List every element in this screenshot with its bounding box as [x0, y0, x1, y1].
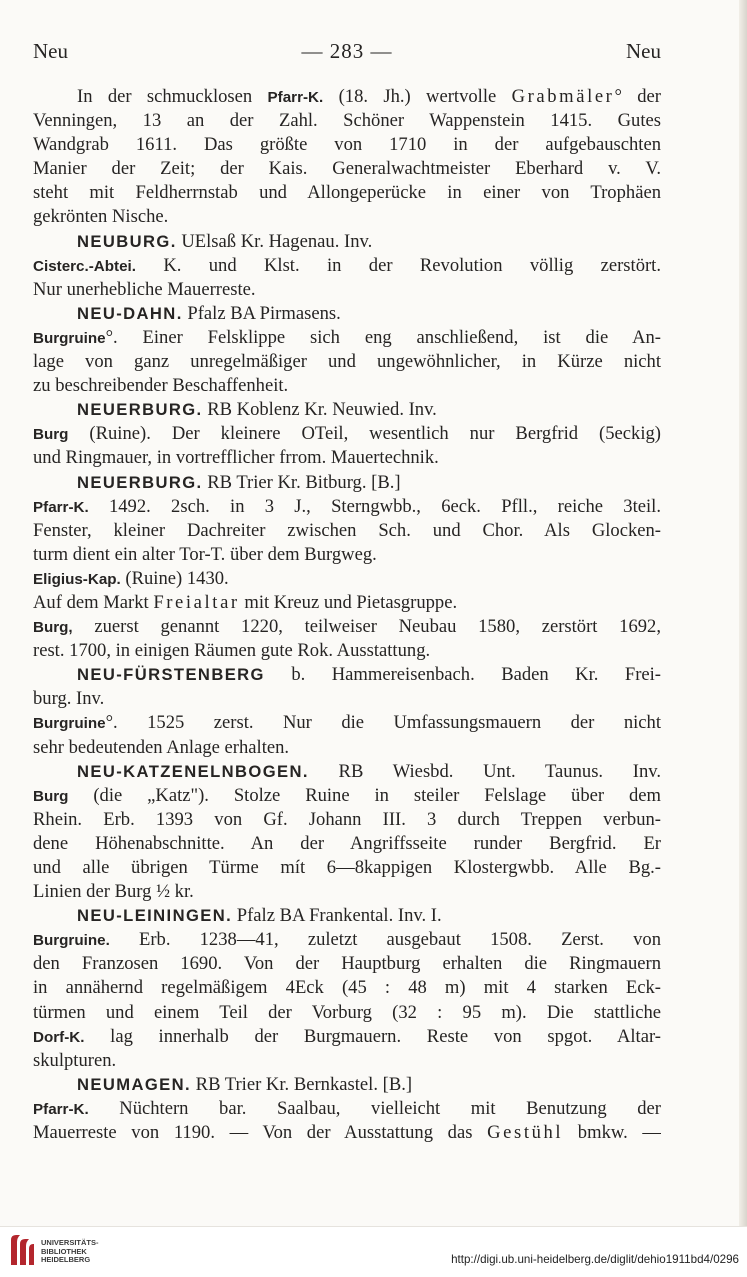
- text-line: burg. Inv.: [33, 688, 105, 710]
- text-line: Burgruine°. 1525 zerst. Nur die Umfassungsmauern der nicht: [33, 712, 661, 734]
- text-line: und alle übrigen Türme mít 6—8kappigen Klostergwbb. Alle Bg.-: [33, 857, 661, 878]
- place-name: NEUERBURG.: [77, 400, 203, 420]
- entry-heading: Burg: [33, 787, 69, 805]
- library-logo-icon[interactable]: [8, 1232, 36, 1268]
- spaced-term: Gestühl: [487, 1122, 564, 1144]
- text-line: Burgruine°. Einer Felsklippe sich eng anschließend, ist die An-: [33, 326, 661, 348]
- place-entry: NEUERBURG. RB Koblenz Kr. Neuwied. Inv.: [77, 399, 437, 421]
- place-name: NEU-LEININGEN.: [77, 906, 233, 926]
- entry-heading: Burgruine.: [33, 932, 110, 950]
- text-line: türmen und einem Teil der Vorburg (32 : 95 m). Die stattliche: [33, 1001, 661, 1023]
- text-line: dene Höhenabschnitte. An der Angriffsseite runder Bergfrid. Er: [33, 832, 661, 854]
- place-entry: NEU-FÜRSTENBERG b. Hammereisenbach. Baden Kr. Frei-: [77, 664, 661, 686]
- page-edge-shadow: [739, 0, 747, 1226]
- text-line: Nur unerhebliche Mauerreste.: [33, 278, 256, 300]
- text-line: lage von ganz unregelmäßiger und ungewöhnlicher, in Kürze nicht: [33, 351, 661, 373]
- place-entry: NEU-KATZENELNBOGEN. RB Wiesbd. Unt. Taunus. Inv.: [77, 760, 661, 782]
- entry-heading: Pfarr-K.: [33, 498, 89, 516]
- text-line: Dorf-K. lag innerhalb der Burgmauern. Reste von spgot. Altar-: [33, 1025, 661, 1047]
- place-name: NEU-DAHN.: [77, 303, 183, 323]
- text-line: Burg, zuerst genannt 1220, teilweiser Neubau 1580, zerstört 1692,: [33, 616, 661, 638]
- place-entry: NEUBURG. UElsaß Kr. Hagenau. Inv.: [77, 230, 373, 252]
- place-name: NEUERBURG.: [77, 472, 203, 492]
- text-line: Pfarr-K. 1492. 2sch. in 3 J., Sterngwbb., 6eck. Pfll., reiche 3teil.: [33, 495, 661, 517]
- footer-bar: [0, 1226, 747, 1277]
- text-line: gekrönten Nische.: [33, 206, 169, 228]
- entry-heading: Dorf-K.: [33, 1028, 85, 1046]
- text-line: Rhein. Erb. 1393 von Gf. Johann III. 3 durch Treppen verbun-: [33, 808, 661, 830]
- text-line: Linien der Burg ½ kr.: [33, 881, 194, 903]
- running-head: [33, 36, 661, 66]
- place-name: NEU-FÜRSTENBERG: [77, 665, 265, 685]
- running-head-left: Neu: [33, 39, 68, 63]
- text-line: sehr bedeutenden Anlage erhalten.: [33, 736, 290, 758]
- page-number: — 283 —: [301, 39, 393, 63]
- entry-heading: Eligius-Kap.: [33, 570, 121, 588]
- running-head-right: Neu: [626, 39, 661, 63]
- text-line: Wandgrab 1611. Das größte von 1710 in der aufgebauschten: [33, 134, 661, 156]
- place-entry: NEU-LEININGEN. Pfalz BA Frankental. Inv. I.: [77, 905, 442, 927]
- text-line: Burg (die „Katz"). Stolze Ruine in steiler Felslage über dem: [33, 784, 661, 806]
- place-name: NEU-KATZENELNBOGEN.: [77, 761, 309, 781]
- text-line: steht mit Feldherrnstab und Allongeperücke in einer von Trophäen: [33, 182, 661, 204]
- text-line: in annähernd regelmäßigem 4Eck (45 : 48 m) mit 4 starken Eck-: [33, 977, 661, 999]
- place-name: NEUMAGEN.: [77, 1074, 192, 1094]
- text-line: und Ringmauer, in vortrefflicher frrom. Mauertechnik.: [33, 447, 439, 469]
- entry-heading: Burgruine: [33, 329, 106, 347]
- entry-heading: Pfarr-K.: [33, 1100, 89, 1118]
- text-line: Cisterc.-Abtei. K. und Klst. in der Revolution völlig zerstört.: [33, 254, 661, 276]
- text-line: Pfarr-K. Nüchtern bar. Saalbau, vielleicht mit Benutzung der: [33, 1097, 661, 1119]
- text-line: Burgruine. Erb. 1238—41, zuletzt ausgebaut 1508. Zerst. von: [33, 929, 661, 951]
- body-text: [33, 85, 661, 1145]
- text-line: den Franzosen 1690. Von der Hauptburg erhalten die Ringmauern: [33, 953, 661, 975]
- place-entry: NEUMAGEN. RB Trier Kr. Bernkastel. [B.]: [77, 1073, 413, 1095]
- library-logo-text[interactable]: UNIVERSITÄTS- BIBLIOTHEK HEIDELBERG: [41, 1238, 99, 1265]
- place-entry: NEUERBURG. RB Trier Kr. Bitburg. [B.]: [77, 471, 401, 493]
- text-line: In der schmucklosen Pfarr-K. (18. Jh.) wertvolle Grabmäler° der: [77, 86, 661, 107]
- text-line: Venningen, 13 an der Zahl. Schöner Wappenstein 1415. Gutes: [33, 110, 661, 132]
- entry-heading: Burgruine: [33, 715, 106, 733]
- text-line: Fenster, kleiner Dachreiter zwischen Sch. und Chor. Als Glocken-: [33, 519, 661, 541]
- text-line: Manier der Zeit; der Kais. Generalwachtmeister Eberhard v. V.: [33, 158, 661, 180]
- entry-heading: Pfarr-K.: [267, 89, 324, 106]
- text-line: rest. 1700, in einigen Räumen gute Rok. Ausstattung.: [33, 640, 431, 662]
- entry-heading: Cisterc.-Abtei.: [33, 257, 136, 275]
- place-name: NEUBURG.: [77, 231, 177, 251]
- text-line: turm dient ein alter Tor-T. über dem Burgweg.: [33, 543, 377, 565]
- spaced-term: Freialtar: [153, 591, 240, 613]
- text-line: Burg (Ruine). Der kleinere OTeil, wesentlich nur Bergfrid (5eckig): [33, 423, 661, 445]
- entry-heading: Burg,: [33, 619, 73, 637]
- text-line: skulpturen.: [33, 1049, 117, 1071]
- entry-heading: Burg: [33, 426, 69, 444]
- text-line: Mauerreste von 1190. — Von der Ausstattung das Gestühl bmkw. —: [33, 1122, 661, 1144]
- text-line: Auf dem Markt Freialtar mit Kreuz und Pietasgruppe.: [33, 591, 458, 613]
- place-entry: NEU-DAHN. Pfalz BA Pirmasens.: [77, 302, 341, 324]
- source-url-link[interactable]: http://digi.ub.uni-heidelberg.de/diglit/dehio1911bd4/0296: [451, 1253, 739, 1266]
- spaced-term: Grabmäler: [511, 86, 615, 107]
- text-line: zu beschreibender Beschaffenheit.: [33, 375, 289, 397]
- text-line: Eligius-Kap. (Ruine) 1430.: [33, 567, 229, 589]
